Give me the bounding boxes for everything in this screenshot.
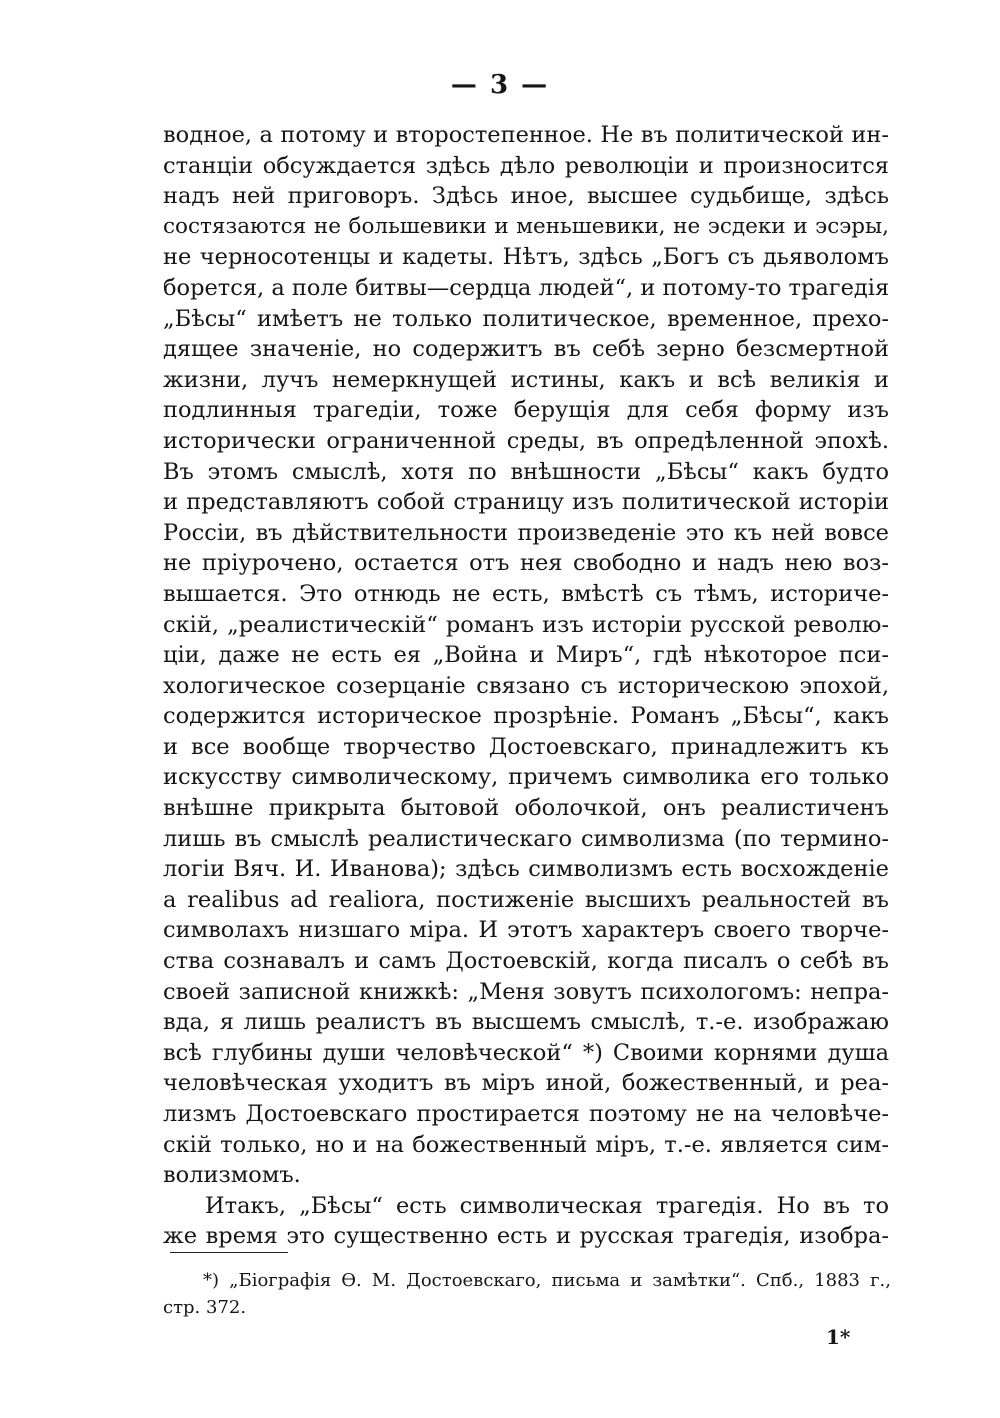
main-text (163, 120, 889, 1252)
text-line: борется, а поле битвы—сердца людей“, и потому-то трагедія (163, 274, 889, 301)
footnote-divider (170, 1252, 288, 1253)
text-line: станціи обсуждается здѣсь дѣло революціи и произносится (163, 152, 889, 179)
text-line: человѣческая уходитъ въ міръ иной, божественный, и реа- (163, 1070, 889, 1097)
text-line: лизмъ Достоевскаго простирается поэтому не на человѣче- (163, 1101, 889, 1127)
text-line: вда, я лишь реалистъ въ высшемъ смыслѣ, т.-е. изображаю (163, 1009, 889, 1036)
text-line: не пріурочено, остается отъ нея свободно и надъ нею воз- (163, 550, 889, 577)
text-line: водное, а потому и второстепенное. Не въ политической ин- (163, 122, 889, 148)
text-line: не черносотенцы и кадеты. Нѣтъ, здѣсь „Богъ съ дьяволомъ (163, 244, 889, 271)
text-line: состязаются не большевики и меньшевики, не эсдеки и эсэры, (163, 213, 889, 239)
paragraph-start-line: Итакъ, „Бѣсы“ есть символическая трагедія. Но въ то (205, 1192, 889, 1219)
text-line: и все вообще творчество Достоевскаго, принадлежитъ къ (163, 733, 889, 760)
text-line: Въ этомъ смыслѣ, хотя по внѣшности „Бѣсы“ какъ будто (163, 458, 889, 485)
text-line: лишь въ смыслѣ реалистическаго символизма (по термино- (163, 825, 889, 852)
text-line: внѣшне прикрыта бытовой оболочкой, онъ реалистиченъ (163, 795, 889, 822)
text-line: ства сознавалъ и самъ Достоевскій, когда писалъ о себѣ въ (163, 948, 889, 975)
text-line: исторически ограниченной среды, въ опредѣленной эпохѣ. (163, 427, 889, 454)
footnote-line: *) „Біографія Ѳ. М. Достоевскаго, письма и замѣтки“. Спб., 1883 г., (203, 1270, 891, 1291)
footnote-line: стр. 372. (163, 1297, 247, 1318)
text-line: своей записной книжкѣ: „Меня зовутъ психологомъ: непра- (163, 978, 889, 1005)
text-line: „Бѣсы“ имѣетъ не только политическое, временное, прехо- (163, 305, 889, 332)
text-line: же время это существенно есть и русская трагедія, изобра- (163, 1223, 889, 1250)
text-line: Россіи, въ дѣйствительности произведеніе это къ ней вовсе (163, 519, 889, 546)
text-line: скій только, но и на божественный міръ, т.-е. является сим- (163, 1131, 889, 1158)
text-line: дящее значеніе, но содержитъ въ себѣ зерно безсмертной (163, 336, 889, 363)
text-line: символахъ низшаго міра. И этотъ характеръ своего творче- (163, 917, 889, 944)
text-line: скій, „реалистическій“ романъ изъ исторіи русской револю- (163, 611, 889, 638)
text-line: искусству символическому, причемъ символика его только (163, 764, 889, 791)
footnote (163, 1267, 891, 1321)
text-line: и представляютъ собой страницу изъ политической исторіи (163, 489, 889, 516)
text-line: подлинныя трагедіи, тоже берущія для себя форму изъ (163, 397, 889, 424)
text-line: a realibus ad realiora, постиженіе высшихъ реальностей въ (163, 886, 889, 913)
text-line: всѣ глубины души человѣческой“ *) Своими корнями душа (163, 1039, 889, 1066)
text-line: надъ ней приговоръ. Здѣсь иное, высшее судьбище, здѣсь (163, 183, 889, 210)
text-line: логіи Вяч. И. Иванова); здѣсь символизмъ есть восхожденіе (163, 856, 889, 883)
text-line: жизни, лучъ немеркнущей истины, какъ и всѣ великія и (163, 366, 889, 393)
printer-signature-mark: 1* (826, 1325, 851, 1349)
text-line: вышается. Это отнюдь не есть, вмѣстѣ съ тѣмъ, историче- (163, 580, 889, 607)
text-line: хологическое созерцаніе связано съ историческою эпохой, (163, 672, 889, 699)
paragraph-end-line: волизмомъ. (163, 1162, 301, 1189)
text-line: содержится историческое прозрѣніе. Романъ „Бѣсы“, какъ (163, 703, 889, 730)
page-number: — 3 — (450, 70, 550, 100)
text-line: ціи, даже не есть ея „Война и Миръ“, гдѣ нѣкоторое пси- (163, 642, 889, 669)
